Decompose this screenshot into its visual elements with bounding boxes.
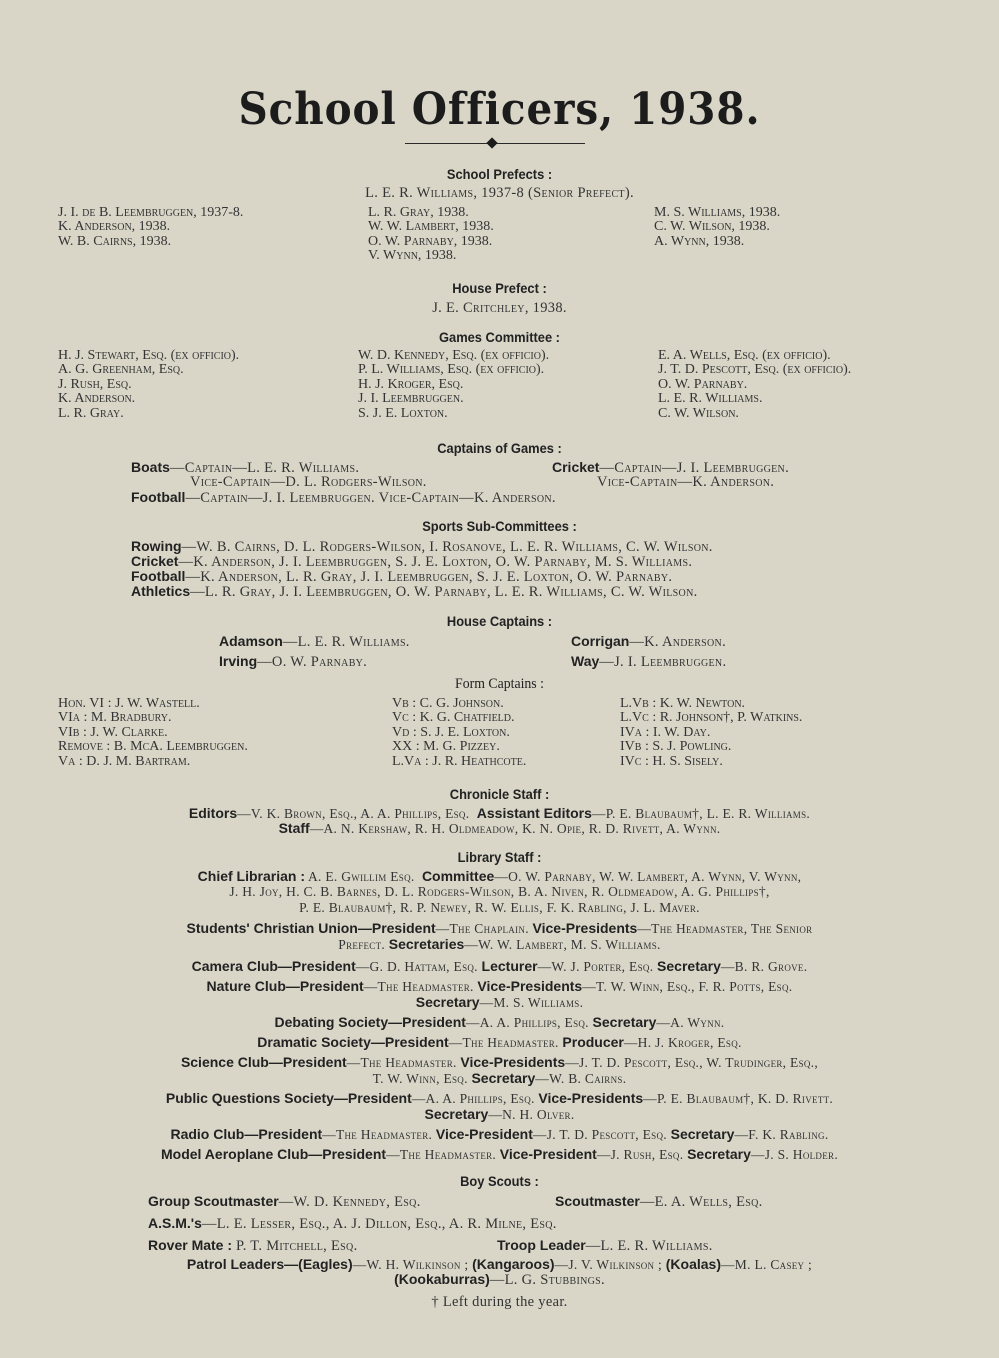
member-name: W. D. Kennedy, Esq. (ex officio).: [358, 348, 550, 363]
member-name: L. E. R. Williams.: [658, 391, 763, 407]
member-name: L. R. Gray.: [58, 405, 124, 421]
club-line: Camera Club—President—G. D. Hattam, Esq. Lecturer—W. J. Porter, Esq. Secretary—B. R. Grove.: [191, 958, 808, 974]
patrol-leaders-line-2: (Kookaburras)—L. G. Stubbings.: [394, 1271, 605, 1288]
captains-of-games-heading: Captains of Games :: [437, 440, 562, 456]
school-prefects-heading: School Prefects :: [446, 166, 553, 182]
form-captain: Vb : C. G. Johnson.: [392, 696, 504, 711]
library-staff-heading: Library Staff :: [457, 849, 542, 865]
form-captains-column-3: [620, 697, 802, 769]
form-captain: XX : M. G. Pizzey.: [392, 739, 500, 755]
member-name: H. J. Stewart, Esq. (ex officio).: [58, 348, 240, 363]
club-line: Model Aeroplane Club—President—The Headmaster. Vice-President—J. Rush, Esq. Secretary—J. S. Holder.: [160, 1146, 838, 1162]
prefect-name: O. W. Parnaby, 1938.: [368, 233, 493, 249]
form-captains-column-1: [58, 697, 248, 769]
senior-prefect: L. E. R. Williams, 1937-8 (Senior Prefect).: [365, 185, 634, 201]
club-line: Debating Society—President—A. A. Phillips, Esq. Secretary—A. Wynn.: [274, 1014, 725, 1030]
form-captain: VIa : M. Bradbury.: [58, 710, 172, 726]
sports-sub-committees-heading: Sports Sub-Committees :: [422, 518, 577, 534]
rowing-sub-committee: Rowing—W. B. Cairns, D. L. Rodgers-Wilson, I. Rosanove, L. E. R. Williams, C. W. Wilson.: [131, 538, 713, 555]
athletics-sub-committee: Athletics—L. R. Gray, J. I. Leembruggen, O. W. Parnaby, L. E. R. Williams, C. W. Wilson.: [131, 583, 698, 600]
library-committee-line-3: P. E. Blaubaum†, R. P. Newey, R. W. Ellis, F. K. Rabling, J. L. Maver.: [299, 900, 700, 915]
prefect-name: C. W. Wilson, 1938.: [654, 219, 770, 235]
form-captain: L.Vc : R. Johnson†, P. Watkins.: [620, 710, 803, 726]
house-captain-irving: Irving—O. W. Parnaby.: [219, 653, 368, 670]
prefect-name: V. Wynn, 1938.: [368, 248, 457, 264]
club-line: Students' Christian Union—President—The Chaplain. Vice-Presidents—The Headmaster, The Senior: [186, 920, 813, 936]
patrol-leaders: Patrol Leaders—(Eagles)—W. H. Wilkinson ; (Kangaroos)—J. V. Wilkinson ; (Koalas)—M. L. Casey ;: [186, 1256, 813, 1272]
prefect-name: K. Anderson, 1938.: [58, 219, 171, 235]
member-name: C. W. Wilson.: [658, 405, 739, 421]
club-line: Radio Club—President—The Headmaster. Vice-President—J. T. D. Pescott, Esq. Secretary—F. K. Rabling.: [170, 1126, 829, 1142]
club-line: Secretary—N. H. Olver.: [424, 1106, 575, 1122]
boats-vice-captain: Vice-Captain—D. L. Rodgers-Wilson.: [190, 474, 427, 490]
prefects-column-1: [58, 206, 243, 249]
member-name: O. W. Parnaby.: [658, 376, 748, 392]
football-sub-committee: Football—K. Anderson, L. R. Gray, J. I. Leembruggen, S. J. E. Loxton, O. W. Parnaby.: [131, 568, 673, 585]
form-captains-column-2: [392, 697, 526, 769]
prefect-name: L. R. Gray, 1938.: [368, 205, 469, 220]
member-name: K. Anderson.: [58, 391, 136, 407]
cricket-sub-committee: Cricket—K. Anderson, J. I. Leembruggen, S. J. E. Loxton, O. W. Parnaby, M. S. Williams.: [131, 553, 693, 570]
house-captains-heading: House Captains :: [446, 613, 553, 629]
prefect-name: A. Wynn, 1938.: [654, 233, 745, 249]
prefects-column-3: [654, 206, 780, 249]
form-captain: Hon. VI : J. W. Wastell.: [58, 696, 200, 711]
house-captain-way: Way—J. I. Leembruggen.: [571, 653, 727, 670]
diamond-ornament-icon: [486, 137, 497, 148]
prefects-column-2: [368, 206, 494, 264]
scoutmaster: Scoutmaster—E. A. Wells, Esq.: [555, 1193, 763, 1210]
library-committee-line-2: J. H. Joy, H. C. B. Barnes, D. L. Rodgers-Wilson, B. A. Niven, R. Oldmeadow, A. G. Phillips†,: [229, 884, 770, 899]
form-captain: L.Vb : K. W. Newton.: [620, 696, 746, 711]
troop-leader: Troop Leader—L. E. R. Williams.: [497, 1237, 713, 1254]
form-captain: Vc : K. G. Chatfield.: [392, 710, 515, 726]
house-prefect-name: J. E. Critchley, 1938.: [432, 300, 567, 316]
page-title: School Officers, 1938.: [238, 84, 761, 135]
games-committee-column-1: [58, 349, 239, 421]
house-prefect-heading: House Prefect :: [452, 280, 547, 296]
chronicle-staff-heading: Chronicle Staff :: [449, 786, 550, 802]
club-line: T. W. Winn, Esq. Secretary—W. B. Cairns.: [372, 1070, 627, 1086]
club-line: Prefect. Secretaries—W. W. Lambert, M. S. Williams.: [338, 936, 661, 952]
library-chief-and-committee: Chief Librarian : A. E. Gwillim Esq. Committee—O. W. Parnaby, W. W. Lambert, A. Wynn, V. Wynn,: [197, 868, 802, 884]
member-name: H. J. Kroger, Esq.: [358, 376, 464, 392]
group-scoutmaster: Group Scoutmaster—W. D. Kennedy, Esq.: [148, 1193, 421, 1210]
member-name: A. G. Greenham, Esq.: [58, 362, 184, 378]
club-line: Secretary—M. S. Williams.: [415, 994, 584, 1010]
assistant-scoutmasters: A.S.M.'s—L. E. Lesser, Esq., A. J. Dillon, Esq., A. R. Milne, Esq.: [148, 1215, 557, 1232]
football-captains: Football—Captain—J. I. Leembruggen. Vice-Captain—K. Anderson.: [131, 489, 556, 506]
prefect-name: W. B. Cairns, 1938.: [58, 233, 172, 249]
club-line: Dramatic Society—President—The Headmaster. Producer—H. J. Kroger, Esq.: [257, 1034, 742, 1050]
form-captains-heading: Form Captains :: [455, 676, 544, 692]
prefect-name: M. S. Williams, 1938.: [654, 205, 781, 220]
form-captain: L.Va : J. R. Heathcote.: [392, 753, 527, 769]
member-name: J. Rush, Esq.: [58, 376, 132, 392]
games-committee-column-3: [658, 349, 851, 421]
member-name: P. L. Williams, Esq. (ex officio).: [358, 362, 545, 378]
chronicle-editors: Editors—V. K. Brown, Esq., A. A. Phillips, Esq. Assistant Editors—P. E. Blaubaum†, L. E. R. Williams.: [188, 805, 811, 821]
club-line: Science Club—President—The Headmaster. Vice-Presidents—J. T. D. Pescott, Esq., W. Trudinger, Esq.,: [180, 1054, 819, 1070]
member-name: J. T. D. Pescott, Esq. (ex officio).: [658, 362, 852, 378]
boy-scouts-heading: Boy Scouts :: [460, 1173, 539, 1189]
form-captain: Vd : S. J. E. Loxton.: [392, 724, 510, 740]
boats-captain: Boats—Captain—L. E. R. Williams.: [131, 459, 360, 476]
house-captain-adamson: Adamson—L. E. R. Williams.: [219, 633, 410, 650]
club-line: Public Questions Society—President—A. A. Phillips, Esq. Vice-Presidents—P. E. Blaubaum†, K. D. Rivett.: [165, 1090, 834, 1106]
member-name: S. J. E. Loxton.: [358, 405, 448, 421]
form-captain: Va : D. J. M. Bartram.: [58, 753, 191, 769]
cricket-vice-captain: Vice-Captain—K. Anderson.: [597, 474, 775, 490]
cricket-captain: Cricket—Captain—J. I. Leembruggen.: [552, 459, 790, 476]
chronicle-staff-members: Staff—A. N. Kershaw, R. H. Oldmeadow, K. N. Opie, R. D. Rivett, A. Wynn.: [278, 820, 721, 836]
form-captain: IVb : S. J. Powling.: [620, 739, 732, 755]
footnote: † Left during the year.: [431, 1294, 568, 1310]
form-captain: IVa : I. W. Day.: [620, 724, 711, 740]
games-committee-column-2: [358, 349, 549, 421]
rover-mate: Rover Mate : P. T. Mitchell, Esq.: [148, 1237, 358, 1254]
form-captain: VIb : J. W. Clarke.: [58, 724, 168, 740]
prefect-name: W. W. Lambert, 1938.: [368, 219, 494, 235]
house-captain-corrigan: Corrigan—K. Anderson.: [571, 633, 726, 650]
form-captain: Remove : B. McA. Leembruggen.: [58, 739, 248, 755]
prefect-name: J. I. de B. Leembruggen, 1937-8.: [58, 205, 244, 220]
member-name: E. A. Wells, Esq. (ex officio).: [658, 348, 831, 363]
member-name: J. I. Leembruggen.: [358, 391, 464, 407]
games-committee-heading: Games Committee :: [439, 329, 560, 345]
club-line: Nature Club—President—The Headmaster. Vice-Presidents—T. W. Winn, Esq., F. R. Potts, Esq.: [206, 978, 793, 994]
form-captain: IVc : H. S. Sisely.: [620, 753, 723, 769]
